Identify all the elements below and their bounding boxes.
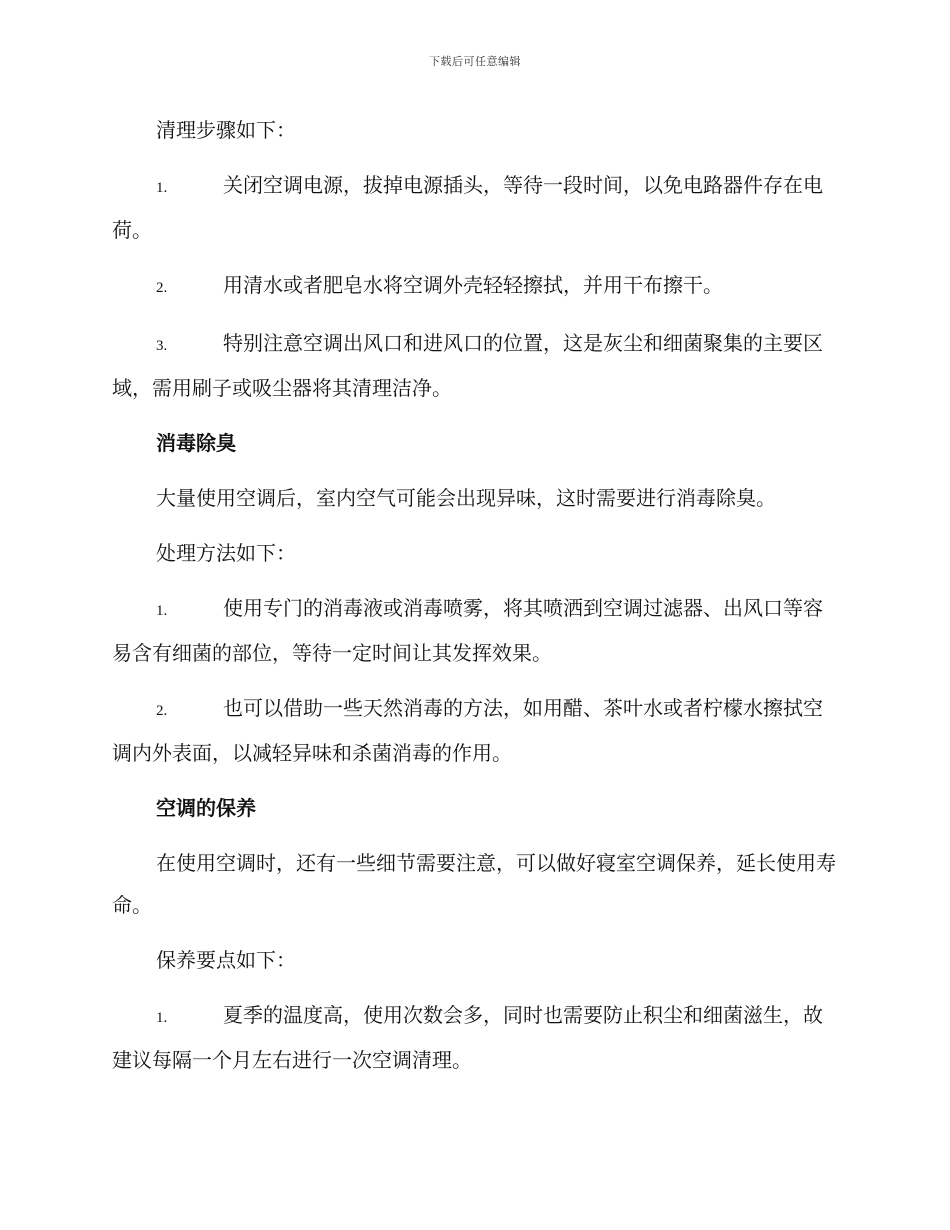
list-item — [112, 587, 836, 674]
list-number: 1. — [156, 603, 168, 619]
paragraph: 处理方法如下： — [156, 541, 296, 565]
paragraph: 保养要点如下： — [156, 948, 296, 972]
list-item — [112, 164, 836, 251]
list-number: 3. — [156, 338, 168, 354]
paragraph: 在使用空调时，还有一些细节需要注意，可以做好寝室空调保养，延长使用寿命。 — [112, 851, 836, 917]
section-heading: 消毒除臭 — [156, 431, 236, 455]
list-item-text: 特别注意空调出风口和进风口的位置，这是灰尘和细菌聚集的主要区域，需用刷子或吸尘器将其清理洁净。 — [112, 331, 823, 400]
list-item — [112, 322, 836, 409]
list-item — [112, 687, 836, 774]
list-number: 2. — [156, 703, 168, 719]
list-number: 1. — [156, 1010, 168, 1026]
list-item — [112, 994, 836, 1081]
document-body — [112, 109, 836, 1094]
page-header: 下载后可任意编辑 — [429, 55, 521, 68]
list-item — [112, 264, 836, 309]
list-number: 1. — [156, 180, 168, 196]
list-item-text: 夏季的温度高，使用次数会多，同时也需要防止积尘和细菌滋生，故建议每隔一个月左右进行一次空调清理。 — [112, 1003, 823, 1072]
list-item-text: 使用专门的消毒液或消毒喷雾，将其喷洒到空调过滤器、出风口等容易含有细菌的部位，等待一定时间让其发挥效果。 — [112, 596, 823, 665]
paragraph: 大量使用空调后，室内空气可能会出现异味，这时需要进行消毒除臭。 — [156, 486, 776, 510]
paragraph: 清理步骤如下： — [156, 118, 296, 142]
section-heading: 空调的保养 — [156, 796, 256, 820]
list-item-text: 用清水或者肥皂水将空调外壳轻轻擦拭，并用干布擦干。 — [223, 273, 723, 297]
list-item-text: 关闭空调电源，拔掉电源插头，等待一段时间，以免电路器件存在电荷。 — [112, 173, 823, 242]
list-item-text: 也可以借助一些天然消毒的方法，如用醋、茶叶水或者柠檬水擦拭空调内外表面，以减轻异味和杀菌消毒的作用。 — [112, 696, 823, 765]
list-number: 2. — [156, 280, 168, 296]
